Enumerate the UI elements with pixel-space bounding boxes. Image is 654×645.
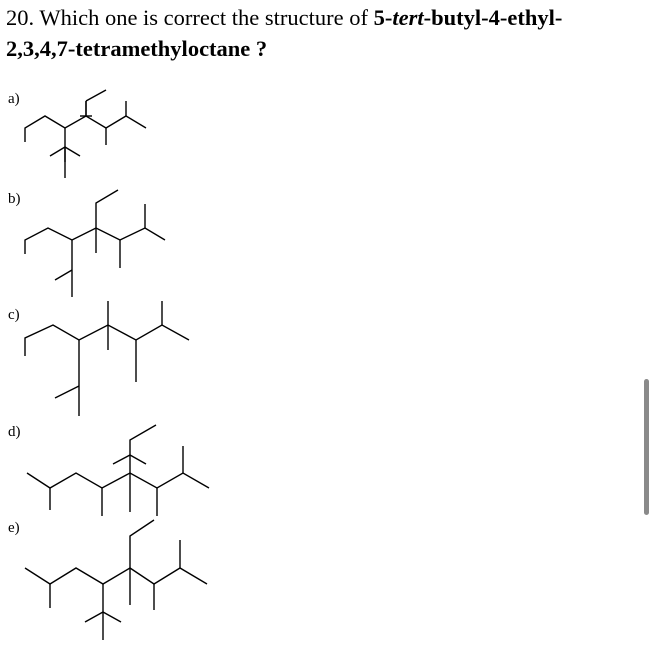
compound-name-italic: tert [392, 5, 424, 30]
question-suffix: ? [250, 36, 268, 61]
compound-name-line2: 2,3,4,7-tetramethyloctane [6, 36, 251, 61]
compound-name-part1: 5- [373, 5, 393, 30]
vertical-scrollbar[interactable] [644, 379, 649, 515]
option-d-label[interactable]: d) [8, 424, 21, 440]
option-c-label[interactable]: c) [8, 307, 20, 323]
question-prefix: 20. Which one is correct the structure of [6, 5, 374, 30]
question-text [6, 2, 646, 64]
compound-name-part2: -butyl-4-ethyl- [423, 5, 563, 30]
option-e-label[interactable]: e) [8, 520, 20, 536]
option-a-label[interactable]: a) [8, 91, 20, 107]
option-b-label[interactable]: b) [8, 191, 21, 207]
